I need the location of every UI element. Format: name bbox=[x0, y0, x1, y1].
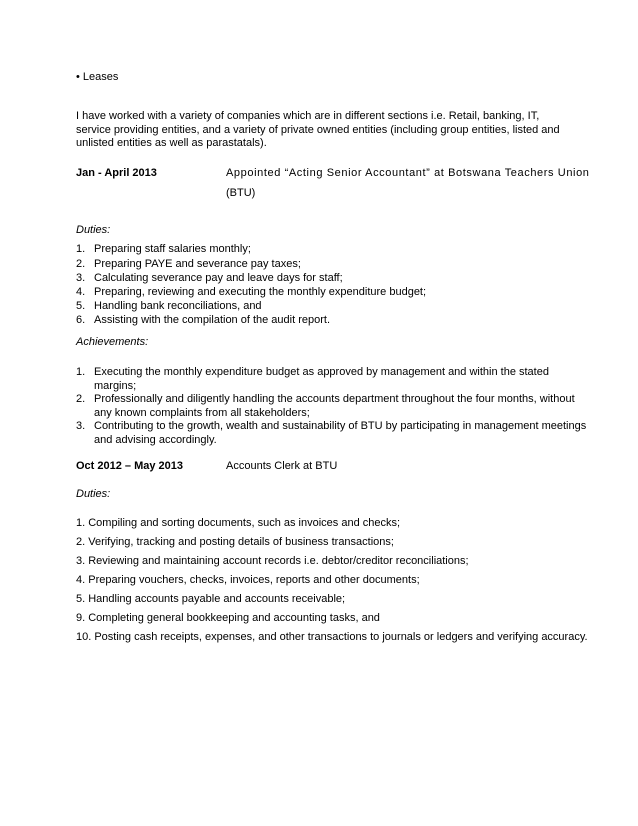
list-text: Handling bank reconciliations, and bbox=[94, 300, 262, 312]
list-number: 2. bbox=[76, 258, 86, 270]
list-text: Preparing staff salaries monthly; bbox=[94, 243, 251, 255]
list-number: 1. bbox=[76, 366, 86, 378]
job2-duties-heading: Duties: bbox=[76, 488, 111, 500]
list-number: 3. bbox=[76, 420, 86, 432]
list-text: Executing the monthly expenditure budget as approved by management and within the stated bbox=[94, 366, 549, 378]
list-item: 3. Reviewing and maintaining account records i.e. debtor/creditor reconciliations; bbox=[76, 555, 469, 567]
list-text-continued: any known complaints from all stakeholders; bbox=[94, 407, 310, 419]
list-text-continued: and advising accordingly. bbox=[94, 434, 217, 446]
list-number: 3. bbox=[76, 272, 86, 284]
list-number: 2. bbox=[76, 393, 86, 405]
list-item: 5. Handling accounts payable and accounts receivable; bbox=[76, 593, 346, 605]
list-text: Preparing PAYE and severance pay taxes; bbox=[94, 258, 301, 270]
job1-period: Jan - April 2013 bbox=[76, 167, 157, 179]
job1-title-line2: (BTU) bbox=[226, 187, 256, 199]
job2-period: Oct 2012 – May 2013 bbox=[76, 460, 184, 472]
list-item: 2. Verifying, tracking and posting details of business transactions; bbox=[76, 536, 394, 548]
list-item: 1. Compiling and sorting documents, such as invoices and checks; bbox=[76, 517, 401, 529]
list-number: 4. bbox=[76, 286, 86, 298]
list-number: 5. bbox=[76, 300, 86, 312]
list-item: 4. Preparing vouchers, checks, invoices, reports and other documents; bbox=[76, 574, 420, 586]
job1-achievements-heading: Achievements: bbox=[76, 336, 149, 348]
list-text: Preparing, reviewing and executing the monthly expenditure budget; bbox=[94, 286, 427, 298]
list-number: 6. bbox=[76, 314, 86, 326]
leases-bullet: • Leases bbox=[76, 71, 119, 83]
list-number: 1. bbox=[76, 243, 86, 255]
list-text: Assisting with the compilation of the audit report. bbox=[94, 314, 331, 326]
list-text: Professionally and diligently handling the accounts department throughout the four months, without bbox=[94, 393, 575, 405]
list-text-continued: margins; bbox=[94, 380, 137, 392]
list-text: Calculating severance pay and leave days for staff; bbox=[94, 272, 343, 284]
job2-title: Accounts Clerk at BTU bbox=[226, 460, 338, 472]
job1-title-line1: Appointed “Acting Senior Accountant” at Botswana Teachers Union bbox=[226, 167, 590, 179]
list-item: 10. Posting cash receipts, expenses, and other transactions to journals or ledgers and verifying accuracy. bbox=[76, 631, 588, 643]
intro-paragraph: I have worked with a variety of companies which are in different sections i.e. Retail, banking, IT, service providing entities, and a variety of private owned entities (including group entities, listed and unlisted entities as well as parastatals). bbox=[76, 110, 560, 149]
list-text: Contributing to the growth, wealth and sustainability of BTU by participating in management meetings bbox=[94, 420, 587, 432]
job1-duties-heading: Duties: bbox=[76, 224, 111, 236]
list-item: 9. Completing general bookkeeping and accounting tasks, and bbox=[76, 612, 380, 624]
